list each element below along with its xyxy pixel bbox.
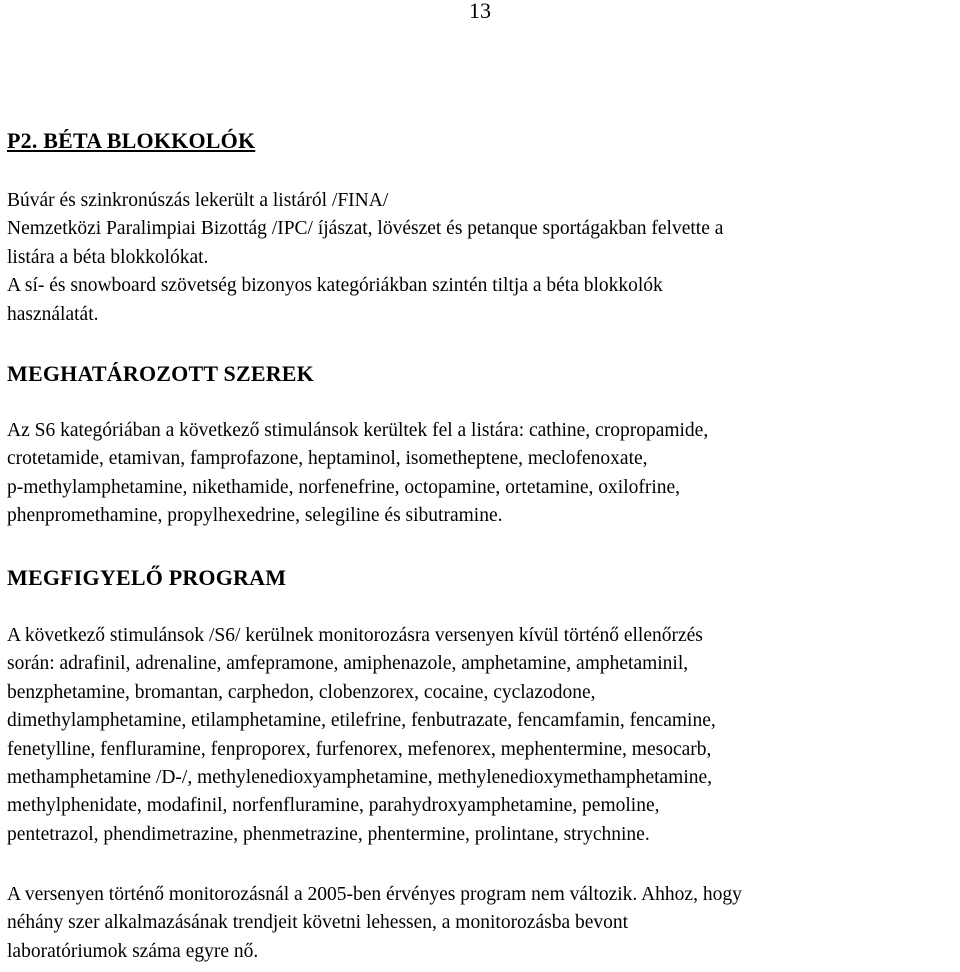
text-line: dimethylamphetamine, etilamphetamine, etilefrine, fenbutrazate, fencamfamin, fencamine, <box>7 710 716 732</box>
text-line: során: adrafinil, adrenaline, amfepramone, amiphenazole, amphetamine, amphetaminil, <box>7 653 689 675</box>
section-heading-beta-blockers: P2. BÉTA BLOKKOLÓK <box>7 128 256 153</box>
text-line: Nemzetközi Paralimpiai Bizottág /IPC/ íjászat, lövészet és petanque sportágakban felvette a <box>7 218 724 240</box>
section-heading-specified-substances: MEGHATÁROZOTT SZEREK <box>7 361 314 386</box>
text-line: pentetrazol, phendimetrazine, phenmetrazine, phentermine, prolintane, strychnine. <box>7 823 650 845</box>
text-line: benzphetamine, bromantan, carphedon, clobenzorex, cocaine, cyclazodone, <box>7 681 596 703</box>
text-line: fenetylline, fenfluramine, fenproporex, furfenorex, mefenorex, mephentermine, mesocarb, <box>7 738 712 760</box>
text-line: p-methylamphetamine, nikethamide, norfenefrine, octopamine, ortetamine, oxilofrine, <box>7 476 681 498</box>
paragraph-specified-substances <box>7 417 956 531</box>
section-heading-monitoring-program: MEGFIGYELŐ PROGRAM <box>7 565 287 590</box>
paragraph-beta-blockers <box>7 187 956 329</box>
text-line: A versenyen történő monitorozásnál a 2005-ben érvényes program nem változik. Ahhoz, hogy <box>7 884 742 905</box>
text-line: laboratóriumok száma egyre nő. <box>7 940 259 962</box>
text-line: használatát. <box>7 303 99 325</box>
text-line: crotetamide, etamivan, famprofazone, heptaminol, isometheptene, meclofenoxate, <box>7 448 648 470</box>
text-line: A következő stimulánsok /S6/ kerülnek monitorozásra versenyen kívül történő ellenőrzés <box>7 625 703 646</box>
text-line: methylphenidate, modafinil, norfenfluramine, parahydroxyamphetamine, pemoline, <box>7 795 660 817</box>
text-line: methamphetamine /D-/, methylenedioxyamphetamine, methylenedioxymethamphetamine, <box>7 767 713 789</box>
paragraph-monitoring-list <box>7 622 956 849</box>
paragraph-monitoring-closing <box>7 881 956 966</box>
text-line: A sí- és snowboard szövetség bizonyos kategóriákban szintén tiltja a béta blokkolók <box>7 275 663 297</box>
text-line: phenpromethamine, propylhexedrine, selegiline és sibutramine. <box>7 505 503 527</box>
text-line: néhány szer alkalmazásának trendjeit követni lehessen, a monitorozásba bevont <box>7 912 629 934</box>
text-line: Búvár és szinkronúszás lekerült a listáról /FINA/ <box>7 190 389 211</box>
text-line: listára a béta blokkolókat. <box>7 246 209 268</box>
page-number: 13 <box>469 0 491 23</box>
text-line: Az S6 kategóriában a következő stimulánsok kerültek fel a listára: cathine, cropropamide, <box>7 420 709 441</box>
